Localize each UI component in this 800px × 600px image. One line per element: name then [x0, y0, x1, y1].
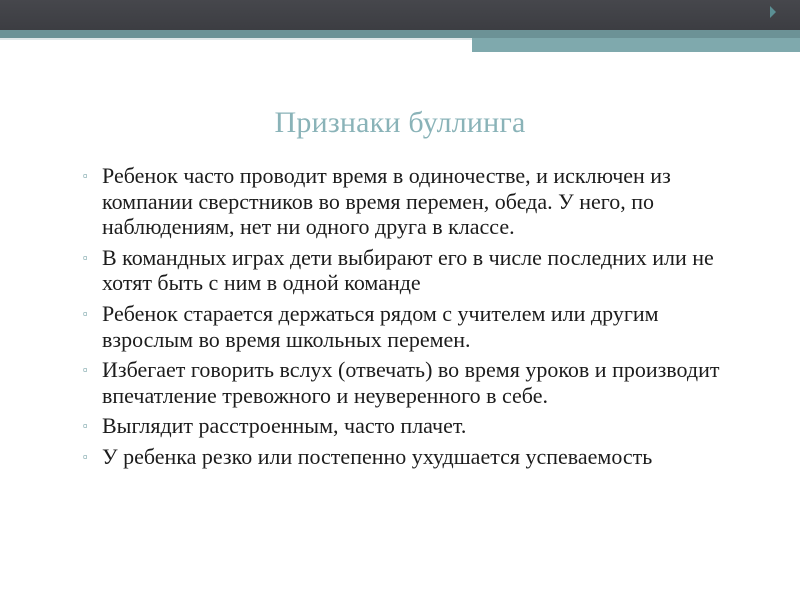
header-light-strip [0, 38, 472, 40]
bullet-icon: ▫ [83, 448, 88, 464]
list-item [80, 413, 720, 439]
bullet-icon: ▫ [83, 418, 88, 434]
triangle-decor-icon [770, 6, 776, 18]
bullet-list [80, 163, 720, 475]
bullet-icon: ▫ [83, 362, 88, 378]
bullet-text: В командных играх дети выбирают его в числе последних или не хотят быть с ним в одной команде [102, 244, 714, 296]
bullet-text: У ребенка резко или постепенно ухудшается успеваемость [102, 443, 653, 469]
bullet-icon: ▫ [83, 249, 88, 265]
header-light-band [0, 38, 800, 52]
header-dark-band [0, 0, 800, 30]
list-item [80, 444, 720, 470]
bullet-text: Избегает говорить вслух (отвечать) во время уроков и производит впечатление тревожного и неуверенного в себе. [102, 357, 720, 408]
slide-title: Признаки буллинга [274, 106, 526, 139]
header-teal-block [472, 38, 800, 52]
list-item [80, 245, 720, 296]
header-accent-band [0, 30, 800, 38]
bullet-text: Выглядит расстроенным, часто плачет. [102, 413, 467, 439]
list-item [80, 301, 720, 352]
list-item [80, 163, 720, 240]
bullet-icon: ▫ [83, 168, 88, 183]
bullet-icon: ▫ [83, 305, 88, 321]
list-item [80, 357, 720, 408]
bullet-text: Ребенок часто проводит время в одиночестве, и исключен из компании сверстников во время перемен, обеда. У него, по наблюдениям, нет ни одного друга в классе. [102, 163, 671, 240]
bullet-text: Ребенок старается держаться рядом с учителем или другим взрослым во время школьных перемен. [102, 300, 659, 352]
